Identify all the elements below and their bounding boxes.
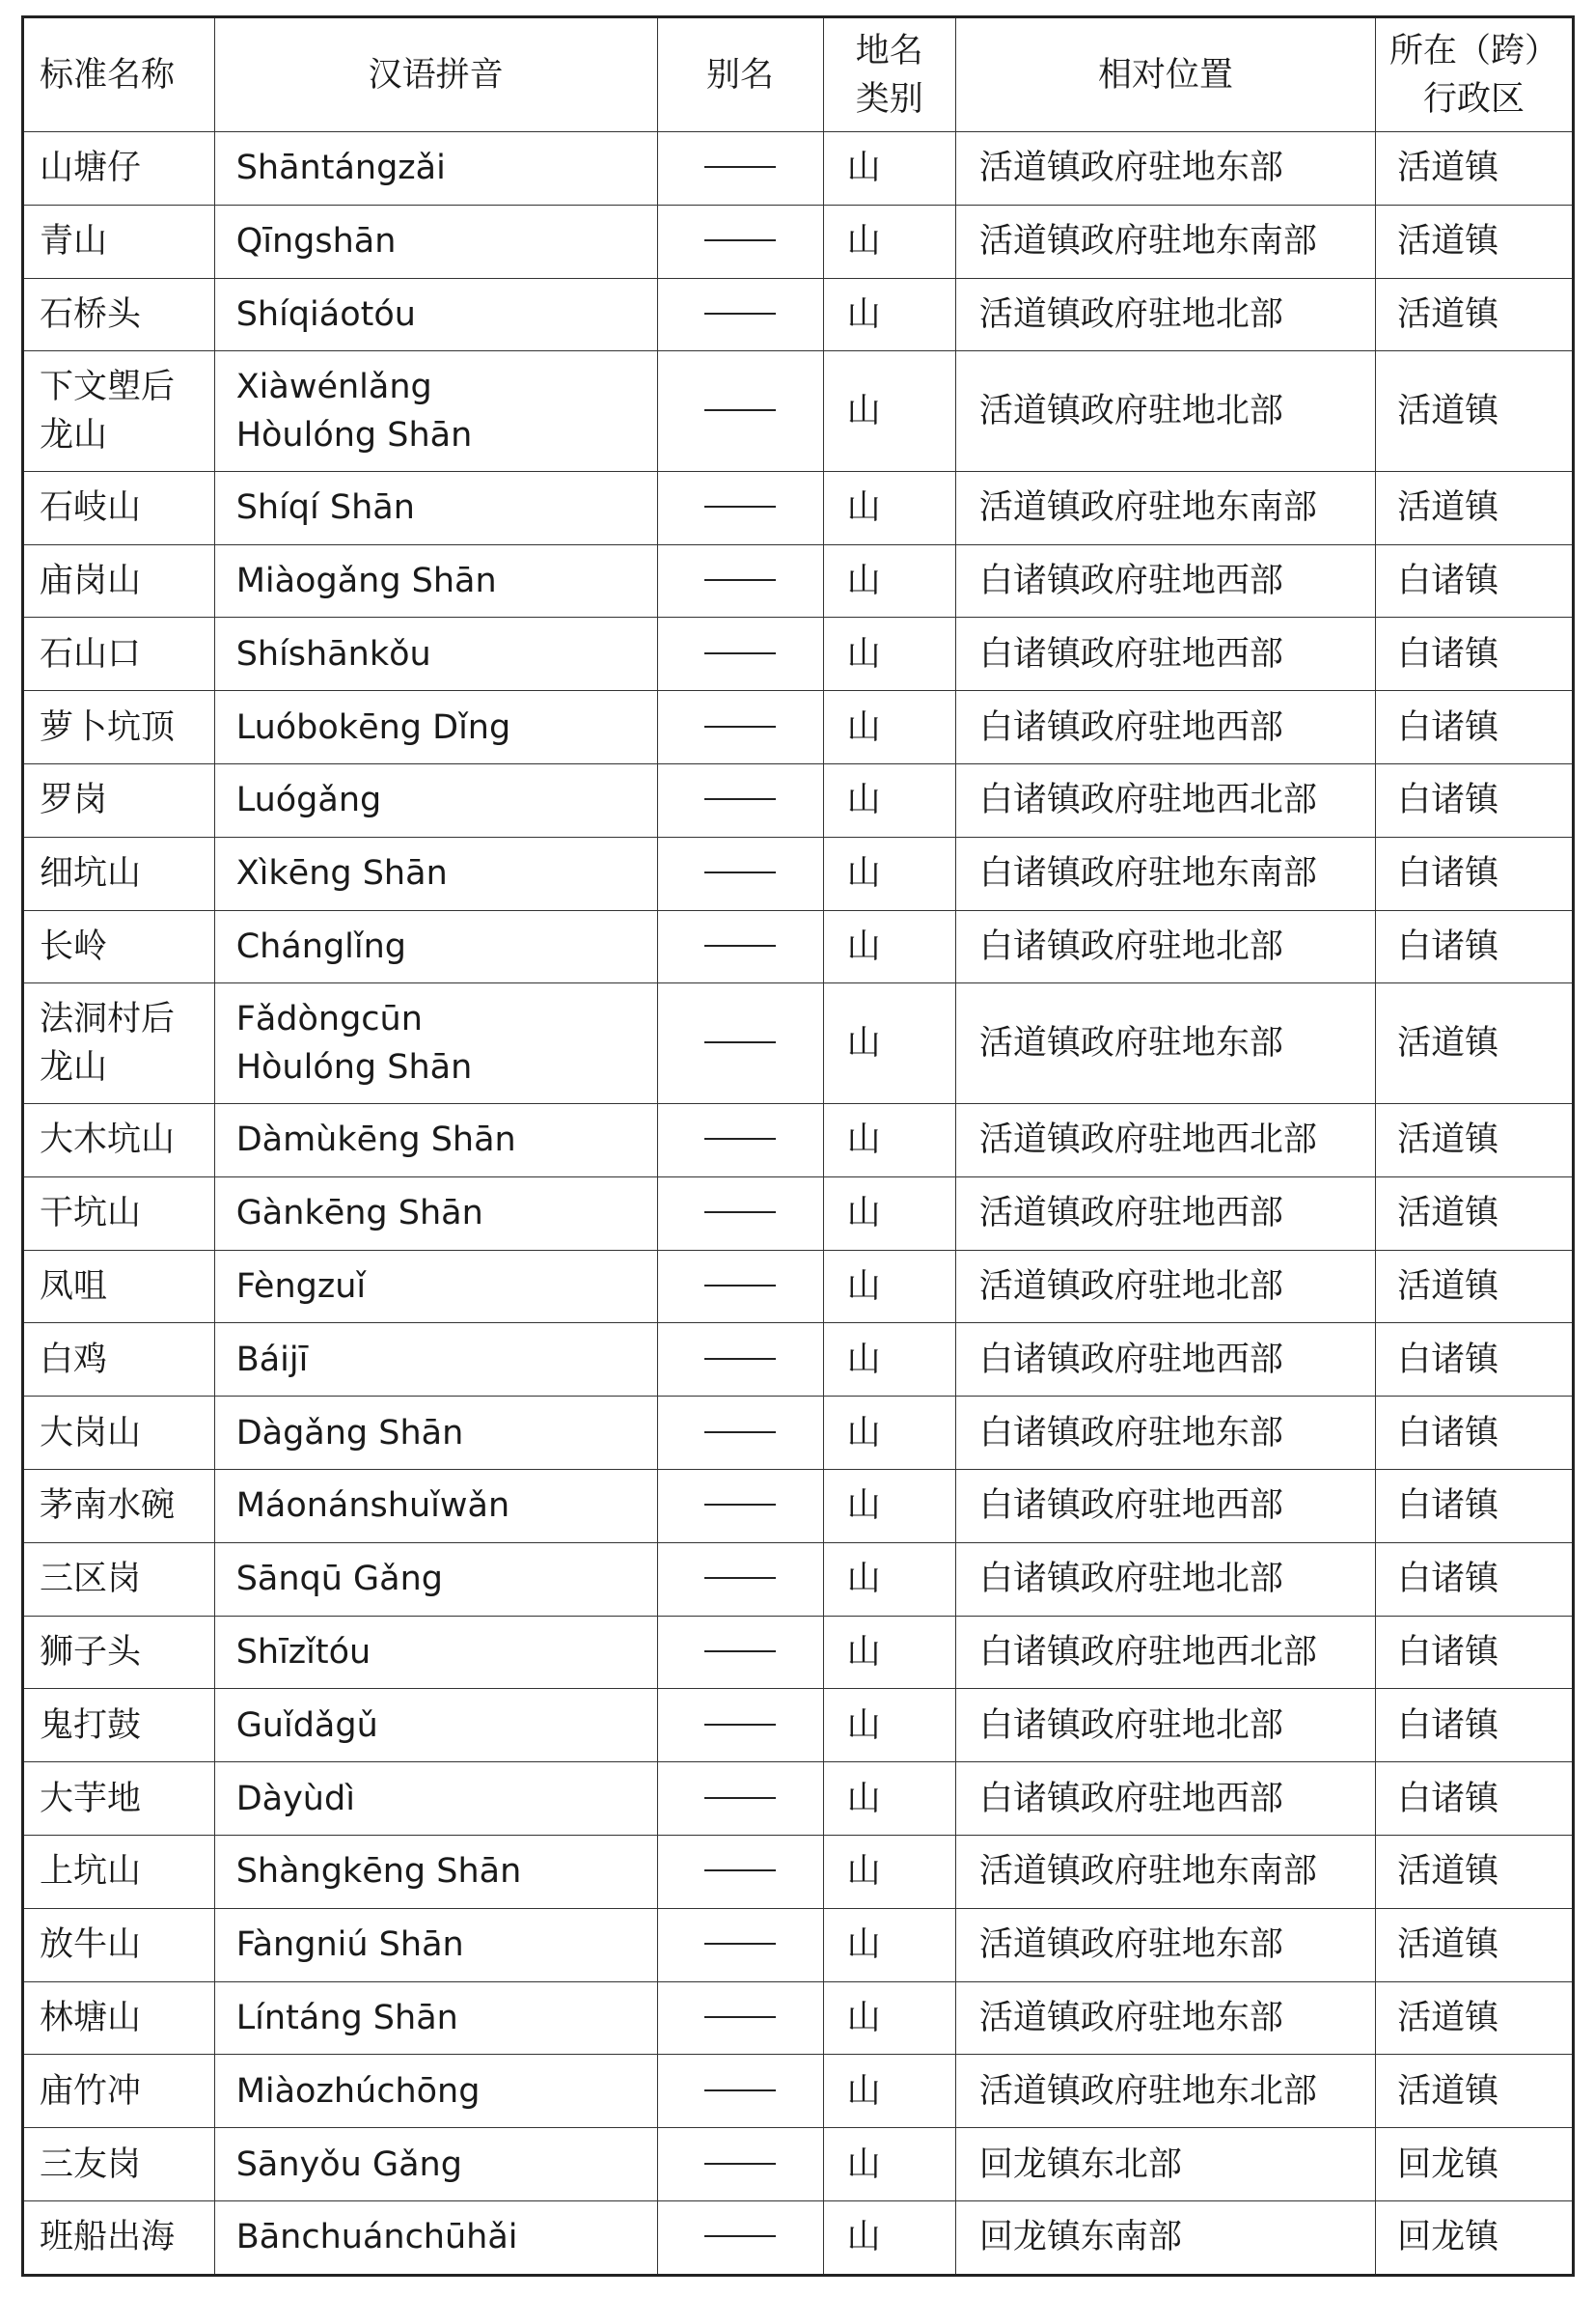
cell-standard-name <box>23 278 215 351</box>
cell-relative-position: 回龙镇东北部 <box>955 2128 1375 2201</box>
cell-alias <box>657 278 823 351</box>
cell-district: 活道镇 <box>1376 351 1574 472</box>
cell-district: 活道镇 <box>1376 983 1574 1104</box>
table-row <box>23 205 1574 278</box>
empty-alias-dash <box>704 1577 776 1579</box>
empty-alias-dash <box>704 579 776 581</box>
cell-relative-position: 活道镇政府驻地北部 <box>955 351 1375 472</box>
empty-alias-dash <box>704 2089 776 2091</box>
cell-category: 山 <box>823 278 955 351</box>
table-row <box>23 1103 1574 1176</box>
cell-alias <box>657 1469 823 1542</box>
table-row <box>23 1397 1574 1470</box>
cell-alias <box>657 544 823 618</box>
pinyin-line1: Xiàwénlǎng <box>235 368 432 407</box>
cell-pinyin <box>214 1103 657 1176</box>
cell-relative-position: 白诸镇政府驻地北部 <box>955 1542 1375 1616</box>
cell-pinyin <box>214 2128 657 2201</box>
pinyin-line1: Dàmùkēng Shān <box>235 1120 516 1160</box>
cell-district: 白诸镇 <box>1376 1397 1574 1470</box>
table-row <box>23 1981 1574 2055</box>
cell-alias <box>657 1981 823 2055</box>
empty-alias-dash <box>704 2016 776 2018</box>
cell-district: 活道镇 <box>1376 1250 1574 1323</box>
empty-alias-dash <box>704 1504 776 1506</box>
cell-district: 活道镇 <box>1376 1103 1574 1176</box>
cell-pinyin <box>214 544 657 618</box>
cell-standard-name <box>23 1176 215 1250</box>
cell-relative-position: 活道镇政府驻地东南部 <box>955 205 1375 278</box>
empty-alias-dash <box>704 652 776 654</box>
cell-category: 山 <box>823 2128 955 2201</box>
standard-name-line1: 上坑山 <box>40 1852 142 1892</box>
standard-name-line1: 庙岗山 <box>40 562 142 601</box>
pinyin-line1: Máonánshuǐwǎn <box>235 1486 510 1526</box>
cell-standard-name <box>23 471 215 544</box>
cell-district: 白诸镇 <box>1376 691 1574 764</box>
cell-district: 白诸镇 <box>1376 764 1574 838</box>
header-district-line2: 行政区 <box>1423 79 1525 119</box>
cell-standard-name <box>23 1762 215 1836</box>
cell-pinyin <box>214 1835 657 1908</box>
cell-standard-name <box>23 1689 215 1762</box>
pinyin-line1: Dàyùdì <box>235 1779 355 1818</box>
cell-standard-name <box>23 1103 215 1176</box>
empty-alias-dash <box>704 1041 776 1043</box>
cell-district: 活道镇 <box>1376 2055 1574 2128</box>
cell-alias <box>657 983 823 1104</box>
cell-pinyin <box>214 837 657 910</box>
cell-category: 山 <box>823 1762 955 1836</box>
pinyin-line1: Shíqiáotóu <box>235 294 416 334</box>
pinyin-line1: Shàngkēng Shān <box>235 1852 522 1892</box>
table-row <box>23 1689 1574 1762</box>
cell-relative-position: 活道镇政府驻地西北部 <box>955 1103 1375 1176</box>
pinyin-line1: Báijī <box>235 1340 309 1379</box>
table-row <box>23 2128 1574 2201</box>
cell-category: 山 <box>823 691 955 764</box>
pinyin-line2: Hòulóng Shān <box>235 416 473 456</box>
cell-pinyin <box>214 132 657 206</box>
cell-relative-position: 白诸镇政府驻地西部 <box>955 1323 1375 1397</box>
cell-alias <box>657 2055 823 2128</box>
cell-district: 活道镇 <box>1376 205 1574 278</box>
cell-category: 山 <box>823 1323 955 1397</box>
cell-alias <box>657 351 823 472</box>
cell-district: 白诸镇 <box>1376 910 1574 983</box>
cell-pinyin <box>214 2055 657 2128</box>
cell-relative-position: 白诸镇政府驻地东部 <box>955 1397 1375 1470</box>
standard-name-line1: 庙竹冲 <box>40 2071 142 2111</box>
cell-district: 活道镇 <box>1376 1908 1574 1981</box>
cell-pinyin <box>214 764 657 838</box>
table-row <box>23 618 1574 691</box>
cell-alias <box>657 618 823 691</box>
table-row <box>23 764 1574 838</box>
cell-category: 山 <box>823 2200 955 2275</box>
empty-alias-dash <box>704 166 776 168</box>
empty-alias-dash <box>704 409 776 411</box>
cell-pinyin <box>214 1908 657 1981</box>
table-row <box>23 1250 1574 1323</box>
cell-standard-name <box>23 691 215 764</box>
cell-standard-name <box>23 1835 215 1908</box>
empty-alias-dash <box>704 1724 776 1726</box>
cell-standard-name <box>23 618 215 691</box>
cell-category: 山 <box>823 351 955 472</box>
cell-category: 山 <box>823 1397 955 1470</box>
pinyin-line1: Dàgǎng Shān <box>235 1413 464 1452</box>
cell-pinyin <box>214 1542 657 1616</box>
cell-pinyin <box>214 1689 657 1762</box>
cell-district: 活道镇 <box>1376 1176 1574 1250</box>
empty-alias-dash <box>704 506 776 508</box>
cell-pinyin <box>214 278 657 351</box>
empty-alias-dash <box>704 1431 776 1433</box>
table-row <box>23 544 1574 618</box>
header-category-line2: 类别 <box>855 79 923 119</box>
empty-alias-dash <box>704 1943 776 1945</box>
cell-pinyin <box>214 910 657 983</box>
cell-category: 山 <box>823 837 955 910</box>
table-row <box>23 983 1574 1104</box>
header-district-line1: 所在（跨） <box>1389 31 1559 70</box>
table-row <box>23 2055 1574 2128</box>
pinyin-line1: Chánglǐng <box>235 927 407 967</box>
cell-relative-position: 活道镇政府驻地东部 <box>955 983 1375 1104</box>
cell-district: 活道镇 <box>1376 471 1574 544</box>
cell-category: 山 <box>823 1103 955 1176</box>
cell-district: 白诸镇 <box>1376 1689 1574 1762</box>
cell-pinyin <box>214 983 657 1104</box>
cell-category: 山 <box>823 764 955 838</box>
cell-relative-position: 活道镇政府驻地东南部 <box>955 471 1375 544</box>
table-row <box>23 1469 1574 1542</box>
cell-alias <box>657 1323 823 1397</box>
cell-relative-position: 活道镇政府驻地东部 <box>955 1981 1375 2055</box>
standard-name-line1: 萝卜坑顶 <box>40 707 176 747</box>
empty-alias-dash <box>704 2235 776 2237</box>
pinyin-line1: Luóbokēng Dǐng <box>235 707 511 747</box>
table-row <box>23 910 1574 983</box>
empty-alias-dash <box>704 945 776 947</box>
cell-district: 白诸镇 <box>1376 1469 1574 1542</box>
cell-district: 白诸镇 <box>1376 837 1574 910</box>
cell-pinyin <box>214 2200 657 2275</box>
cell-relative-position: 回龙镇东南部 <box>955 2200 1375 2275</box>
cell-standard-name <box>23 983 215 1104</box>
cell-relative-position: 活道镇政府驻地西部 <box>955 1176 1375 1250</box>
cell-alias <box>657 1250 823 1323</box>
table-row <box>23 691 1574 764</box>
table-header-row <box>23 17 1574 132</box>
cell-district: 白诸镇 <box>1376 1542 1574 1616</box>
cell-standard-name <box>23 205 215 278</box>
cell-standard-name <box>23 1397 215 1470</box>
cell-standard-name <box>23 2055 215 2128</box>
standard-name-line1: 下文塱后 <box>40 368 176 407</box>
pinyin-line1: Guǐdǎgǔ <box>235 1705 378 1745</box>
cell-standard-name <box>23 1250 215 1323</box>
cell-alias <box>657 2128 823 2201</box>
standard-name-line1: 鬼打鼓 <box>40 1705 142 1745</box>
cell-district: 白诸镇 <box>1376 618 1574 691</box>
standard-name-line1: 狮子头 <box>40 1632 142 1672</box>
cell-category: 山 <box>823 1176 955 1250</box>
cell-alias <box>657 132 823 206</box>
cell-alias <box>657 2200 823 2275</box>
header-category <box>823 17 955 132</box>
cell-alias <box>657 1835 823 1908</box>
pinyin-line1: Líntáng Shān <box>235 1998 458 2037</box>
cell-pinyin <box>214 1176 657 1250</box>
standard-name-line1: 山塘仔 <box>40 149 142 188</box>
cell-category: 山 <box>823 1542 955 1616</box>
table-row <box>23 278 1574 351</box>
cell-district: 白诸镇 <box>1376 1616 1574 1689</box>
cell-district: 活道镇 <box>1376 1981 1574 2055</box>
standard-name-line1: 白鸡 <box>40 1340 108 1379</box>
table-body <box>23 132 1574 2276</box>
cell-standard-name <box>23 764 215 838</box>
cell-relative-position: 白诸镇政府驻地西部 <box>955 691 1375 764</box>
cell-alias <box>657 1542 823 1616</box>
table-row <box>23 1762 1574 1836</box>
table-row <box>23 1835 1574 1908</box>
table-row <box>23 1616 1574 1689</box>
empty-alias-dash <box>704 1358 776 1360</box>
cell-alias <box>657 205 823 278</box>
empty-alias-dash <box>704 1869 776 1871</box>
table-row <box>23 1176 1574 1250</box>
cell-alias <box>657 837 823 910</box>
standard-name-line1: 石桥头 <box>40 294 142 334</box>
cell-category: 山 <box>823 471 955 544</box>
header-alias: 别名 <box>657 17 823 132</box>
cell-pinyin <box>214 1616 657 1689</box>
cell-alias <box>657 1908 823 1981</box>
cell-alias <box>657 910 823 983</box>
cell-pinyin <box>214 205 657 278</box>
table-row <box>23 837 1574 910</box>
cell-standard-name <box>23 132 215 206</box>
standard-name-line1: 长岭 <box>40 927 108 967</box>
cell-district: 活道镇 <box>1376 132 1574 206</box>
table-row <box>23 1542 1574 1616</box>
cell-pinyin <box>214 1469 657 1542</box>
cell-relative-position: 活道镇政府驻地东南部 <box>955 1835 1375 1908</box>
cell-district: 回龙镇 <box>1376 2200 1574 2275</box>
cell-pinyin <box>214 1981 657 2055</box>
standard-name-line1: 石山口 <box>40 634 142 674</box>
cell-relative-position: 白诸镇政府驻地西部 <box>955 618 1375 691</box>
standard-name-line1: 石岐山 <box>40 488 142 528</box>
standard-name-line2: 龙山 <box>40 416 108 456</box>
standard-name-line1: 林塘山 <box>40 1998 142 2037</box>
standard-name-line1: 茅南水碗 <box>40 1486 176 1526</box>
place-names-table-container <box>21 15 1575 2277</box>
cell-district: 活道镇 <box>1376 1835 1574 1908</box>
cell-district: 回龙镇 <box>1376 2128 1574 2201</box>
cell-pinyin <box>214 1762 657 1836</box>
standard-name-line1: 凤咀 <box>40 1266 108 1306</box>
empty-alias-dash <box>704 872 776 873</box>
cell-relative-position: 白诸镇政府驻地西部 <box>955 1469 1375 1542</box>
cell-alias <box>657 1762 823 1836</box>
pinyin-line2: Hòulóng Shān <box>235 1048 473 1088</box>
cell-relative-position: 活道镇政府驻地北部 <box>955 1250 1375 1323</box>
cell-category: 山 <box>823 983 955 1104</box>
cell-relative-position: 白诸镇政府驻地西部 <box>955 544 1375 618</box>
standard-name-line1: 大木坑山 <box>40 1120 176 1160</box>
standard-name-line1: 三友岗 <box>40 2144 142 2184</box>
cell-standard-name <box>23 2200 215 2275</box>
cell-relative-position: 白诸镇政府驻地西北部 <box>955 764 1375 838</box>
pinyin-line1: Luógǎng <box>235 781 382 820</box>
pinyin-line1: Gànkēng Shān <box>235 1194 483 1233</box>
pinyin-line1: Shīzǐtóu <box>235 1632 371 1672</box>
cell-alias <box>657 1616 823 1689</box>
empty-alias-dash <box>704 1650 776 1652</box>
pinyin-line1: Sānyǒu Gǎng <box>235 2144 462 2184</box>
cell-category: 山 <box>823 618 955 691</box>
standard-name-line1: 大芋地 <box>40 1779 142 1818</box>
pinyin-line1: Fèngzuǐ <box>235 1266 367 1306</box>
table-row <box>23 1908 1574 1981</box>
table-row <box>23 471 1574 544</box>
empty-alias-dash <box>704 1211 776 1213</box>
cell-category: 山 <box>823 1250 955 1323</box>
cell-alias <box>657 764 823 838</box>
cell-district: 白诸镇 <box>1376 1323 1574 1397</box>
pinyin-line1: Fǎdòngcūn <box>235 1000 423 1039</box>
cell-category: 山 <box>823 1616 955 1689</box>
cell-category: 山 <box>823 1835 955 1908</box>
standard-name-line1: 班船出海 <box>40 2218 176 2257</box>
cell-standard-name <box>23 2128 215 2201</box>
pinyin-line1: Miàogǎng Shān <box>235 562 497 601</box>
cell-relative-position: 白诸镇政府驻地西部 <box>955 1762 1375 1836</box>
table-row <box>23 2200 1574 2275</box>
cell-category: 山 <box>823 2055 955 2128</box>
cell-alias <box>657 1689 823 1762</box>
cell-standard-name <box>23 544 215 618</box>
cell-standard-name <box>23 1908 215 1981</box>
cell-alias <box>657 471 823 544</box>
table-row <box>23 1323 1574 1397</box>
standard-name-line1: 罗岗 <box>40 781 108 820</box>
pinyin-line1: Miàozhúchōng <box>235 2071 481 2111</box>
cell-category: 山 <box>823 544 955 618</box>
cell-category: 山 <box>823 1469 955 1542</box>
cell-standard-name <box>23 837 215 910</box>
cell-standard-name <box>23 1981 215 2055</box>
cell-relative-position: 活道镇政府驻地北部 <box>955 278 1375 351</box>
cell-standard-name <box>23 1616 215 1689</box>
standard-name-line2: 龙山 <box>40 1048 108 1088</box>
pinyin-line1: Shíshānkǒu <box>235 634 431 674</box>
standard-name-line1: 放牛山 <box>40 1925 142 1965</box>
standard-name-line1: 大岗山 <box>40 1413 142 1452</box>
header-standard-name: 标准名称 <box>23 17 215 132</box>
cell-category: 山 <box>823 205 955 278</box>
empty-alias-dash <box>704 726 776 728</box>
header-relative-position: 相对位置 <box>955 17 1375 132</box>
standard-name-line1: 法洞村后 <box>40 1000 176 1039</box>
cell-alias <box>657 691 823 764</box>
cell-standard-name <box>23 1542 215 1616</box>
cell-pinyin <box>214 351 657 472</box>
empty-alias-dash <box>704 239 776 241</box>
cell-relative-position: 活道镇政府驻地东部 <box>955 1908 1375 1981</box>
cell-pinyin <box>214 691 657 764</box>
cell-pinyin <box>214 618 657 691</box>
header-pinyin: 汉语拼音 <box>214 17 657 132</box>
cell-relative-position: 活道镇政府驻地东北部 <box>955 2055 1375 2128</box>
cell-standard-name <box>23 351 215 472</box>
cell-standard-name <box>23 1469 215 1542</box>
pinyin-line1: Shāntángzǎi <box>235 149 446 188</box>
standard-name-line1: 青山 <box>40 222 108 262</box>
header-category-line1: 地名 <box>855 31 923 70</box>
standard-name-line1: 三区岗 <box>40 1560 142 1599</box>
pinyin-line1: Xìkēng Shān <box>235 854 448 894</box>
cell-district: 活道镇 <box>1376 278 1574 351</box>
cell-district: 白诸镇 <box>1376 544 1574 618</box>
pinyin-line1: Shíqí Shān <box>235 488 415 528</box>
pinyin-line1: Fàngniú Shān <box>235 1925 464 1965</box>
cell-category: 山 <box>823 910 955 983</box>
standard-name-line1: 细坑山 <box>40 854 142 894</box>
cell-standard-name <box>23 910 215 983</box>
cell-relative-position: 白诸镇政府驻地北部 <box>955 1689 1375 1762</box>
cell-category: 山 <box>823 132 955 206</box>
table-row <box>23 351 1574 472</box>
cell-alias <box>657 1176 823 1250</box>
cell-pinyin <box>214 1250 657 1323</box>
cell-relative-position: 白诸镇政府驻地北部 <box>955 910 1375 983</box>
empty-alias-dash <box>704 1285 776 1286</box>
empty-alias-dash <box>704 2163 776 2165</box>
cell-pinyin <box>214 1397 657 1470</box>
empty-alias-dash <box>704 798 776 800</box>
cell-category: 山 <box>823 1981 955 2055</box>
cell-category: 山 <box>823 1689 955 1762</box>
pinyin-line1: Qīngshān <box>235 222 397 262</box>
empty-alias-dash <box>704 313 776 315</box>
cell-pinyin <box>214 471 657 544</box>
pinyin-line1: Bānchuánchūhǎi <box>235 2218 518 2257</box>
empty-alias-dash <box>704 1797 776 1799</box>
cell-category: 山 <box>823 1908 955 1981</box>
cell-relative-position: 白诸镇政府驻地东南部 <box>955 837 1375 910</box>
place-names-table <box>21 15 1575 2277</box>
cell-district: 白诸镇 <box>1376 1762 1574 1836</box>
cell-alias <box>657 1397 823 1470</box>
empty-alias-dash <box>704 1138 776 1140</box>
pinyin-line1: Sānqū Gǎng <box>235 1560 444 1599</box>
cell-alias <box>657 1103 823 1176</box>
cell-relative-position: 白诸镇政府驻地西北部 <box>955 1616 1375 1689</box>
cell-relative-position: 活道镇政府驻地东部 <box>955 132 1375 206</box>
header-district <box>1376 17 1574 132</box>
table-row <box>23 132 1574 206</box>
cell-standard-name <box>23 1323 215 1397</box>
cell-pinyin <box>214 1323 657 1397</box>
standard-name-line1: 干坑山 <box>40 1194 142 1233</box>
